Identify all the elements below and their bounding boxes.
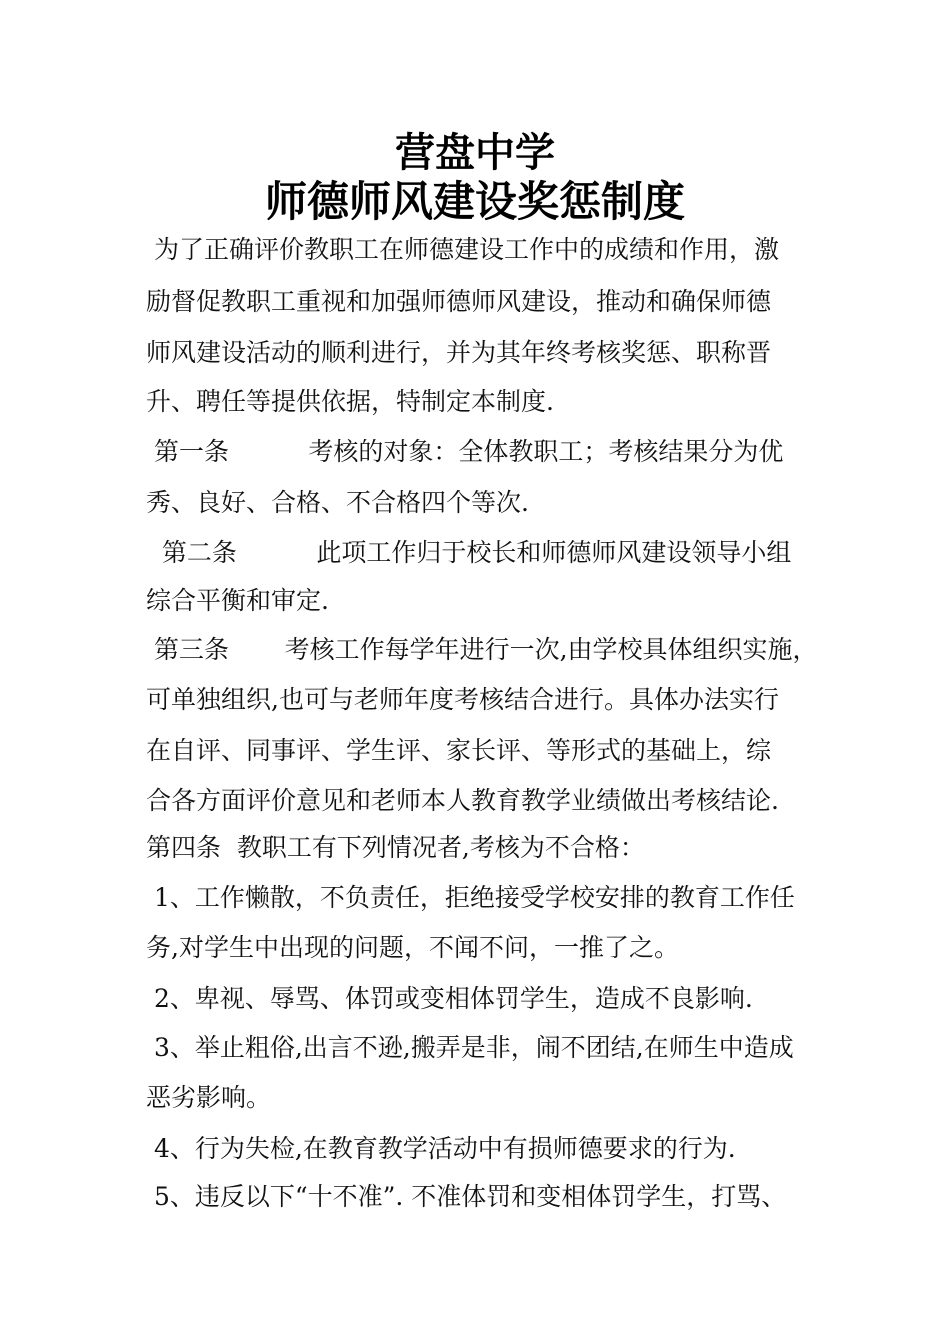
article-2: 第二条 此项工作归于校长和师德师风建设领导小组 — [146, 538, 792, 567]
body-line: 为了正确评价教职工在师德建设工作中的成绩和作用，激 — [146, 235, 779, 264]
list-item: 1、工作懒散，不负责任，拒绝接受学校安排的教育工作任 — [146, 883, 795, 912]
body-line: 可单独组织,也可与老师年度考核结合进行。具体办法实行 — [146, 685, 779, 714]
article-4: 第四条 教职工有下列情况者,考核为不合格： — [146, 833, 645, 862]
body-line: 升、聘任等提供依据，特制定本制度. — [146, 387, 554, 416]
body-line: 师风建设活动的顺利进行，并为其年终考核奖惩、职称晋 — [146, 338, 772, 367]
body-line: 恶劣影响。 — [146, 1083, 272, 1112]
article-1: 第一条 考核的对象：全体教职工；考核结果分为优 — [146, 437, 784, 466]
body-line: 秀、良好、合格、不合格四个等次. — [146, 488, 529, 517]
list-item: 2、卑视、辱骂、体罚或变相体罚学生，造成不良影响. — [146, 984, 753, 1013]
list-item: 5、违反以下“十不准”. 不准体罚和变相体罚学生，打骂、 — [146, 1182, 787, 1211]
body-line: 励督促教职工重视和加强师德师风建设，推动和确保师德 — [146, 287, 772, 316]
list-item: 3、举止粗俗,出言不逊,搬弄是非，闹不团结,在师生中造成 — [146, 1033, 794, 1062]
list-item: 4、行为失检,在教育教学活动中有损师德要求的行为. — [146, 1134, 736, 1163]
school-title: 营盘中学 — [395, 130, 555, 176]
body-line: 务,对学生中出现的问题，不闻不问，一推了之。 — [146, 933, 679, 962]
document-title: 师德师风建设奖惩制度 — [264, 177, 685, 226]
article-3: 第三条 考核工作每学年进行一次,由学校具体组织实施， — [146, 635, 818, 664]
body-line: 综合平衡和审定. — [146, 586, 329, 615]
body-line: 合各方面评价意见和老师本人教育教学业绩做出考核结论. — [146, 786, 779, 815]
body-line: 在自评、同事评、学生评、家长评、等形式的基础上，综 — [146, 736, 772, 765]
